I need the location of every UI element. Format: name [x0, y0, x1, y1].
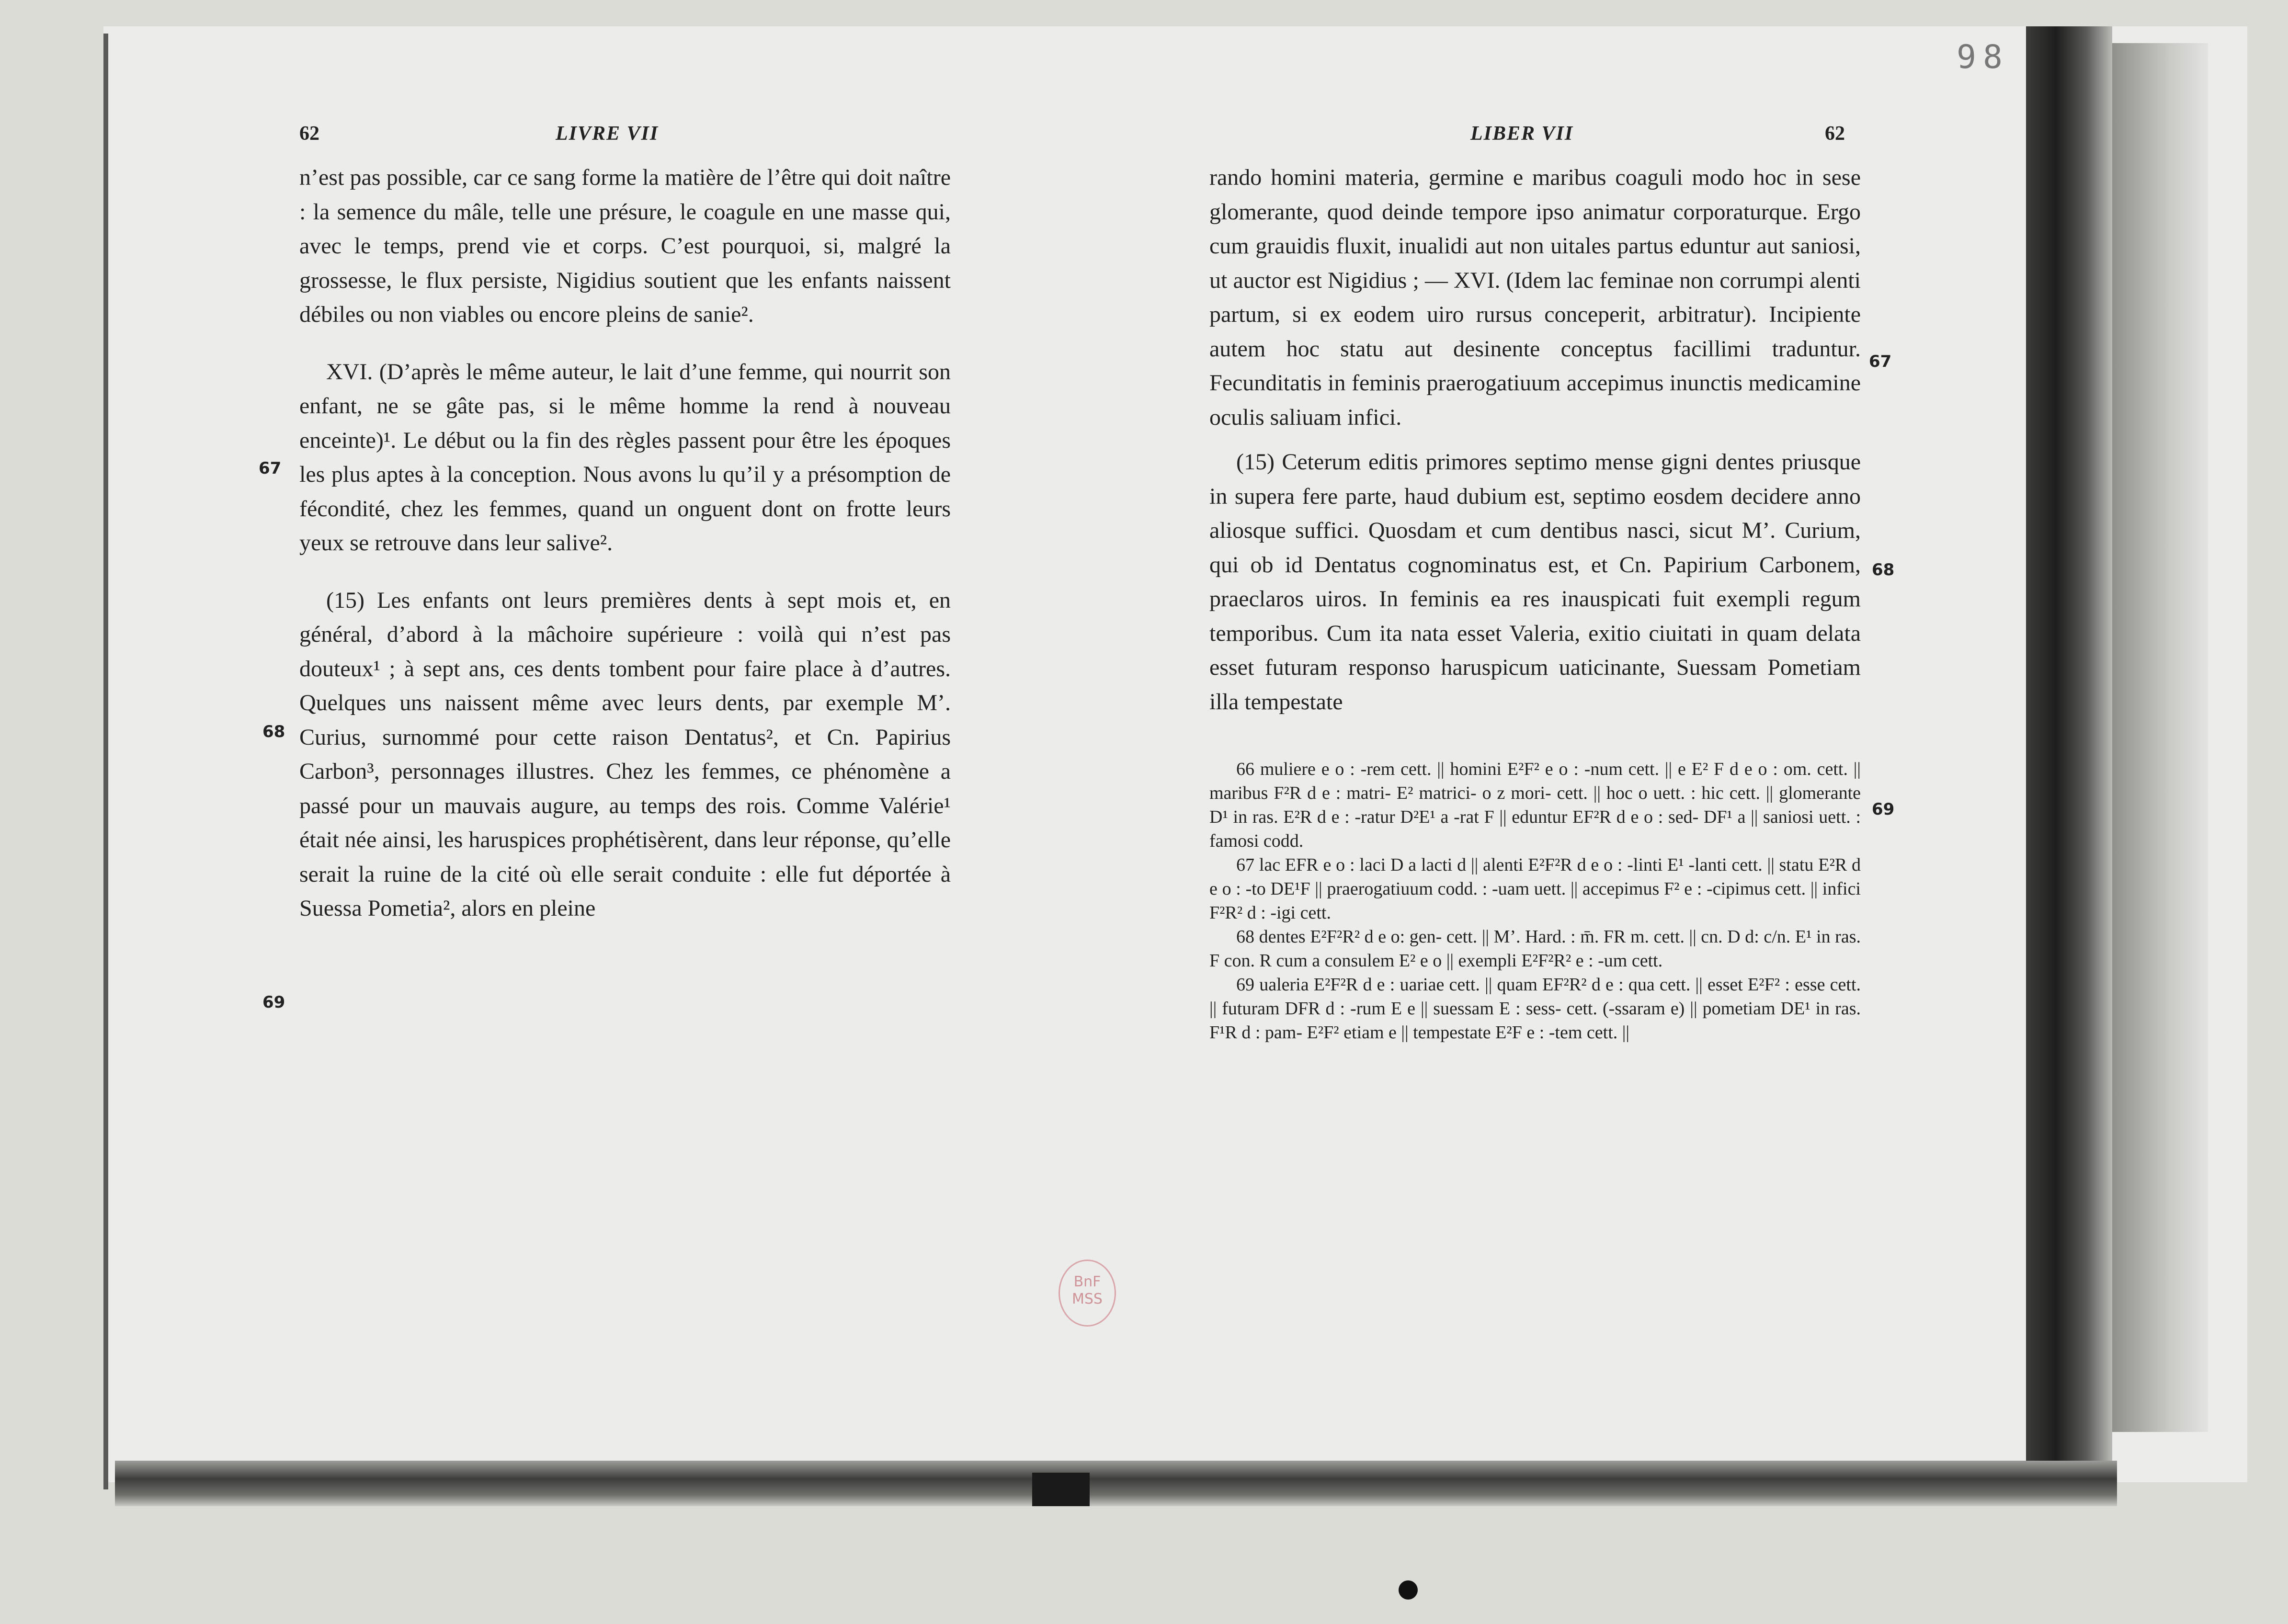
right-page	[1209, 122, 1861, 1045]
library-stamp	[1059, 1260, 1116, 1327]
scan-dot	[1399, 1580, 1418, 1600]
scan-edge-right-shadow	[2112, 43, 2208, 1432]
apparatus-note-66: 66 muliere e o : -rem cett. || homini E²F² e o : -num cett. || e E² F d e o : om. cett. || maribus F²R d e : matri- E² matrici- o z mori- cett. || hoc o uett. : hic cett. || glomerante D¹ in ras. E²R d e : -ratur D²E¹ a -rat F || eduntur EF²R d e o : sed- DF¹ a || saniosi uett. : famosi codd.	[1209, 759, 1861, 851]
left-paragraph-1: n’est pas possible, car ce sang forme la matière de l’être qui doit naître : la semence du mâle, telle une présure, le coagule en une masse qui, avec le temps, prend vie et corps. C’est pourquoi, si, malgré la grossesse, le flux persiste, Nigidius soutient que les enfants naissent débiles ou non viables ou encore pleins de sanie².	[299, 165, 951, 327]
stamp-line-2: MSS	[1072, 1291, 1103, 1307]
stamp-line-1: BnF	[1073, 1273, 1101, 1290]
right-paragraph-2: (15) Ceterum editis primores septimo mense gigni dentes priusque in supera fere parte, haud dubium est, septimo eosdem decidere anno aliosque suffici. Quosdam et cum dentibus nasci, sicut M’. Curium, qui ob id Dentatus cognominatus est, et Cn. Papirium Carbonem, praeclaros uiros. In feminis ea res inauspicati fuit exempli regum temporibus. Cum ita nata esset Valeria, exitio ciuitati in quam delata esset futuram responso haruspicum uaticinante, Suessam Pometiam illa tempestate	[1209, 449, 1861, 715]
left-running-head	[299, 122, 951, 160]
left-paragraph-3: (15) Les enfants ont leurs premières dents à sept mois et, en général, d’abord à la mâchoire supérieure : voilà qui n’est pas douteux¹ ; à sept ans, ces dents tombent pour faire place à d’autres. Quelques uns naissent même avec leurs dents, par exemple M’. Curius, surnommé pour cette raison Dentatus², et Cn. Papirius Carbon³, personnages illustres. Chez les femmes, ce phénomène a passé pour un mauvais augure, au temps des rois. Comme Valérie¹ était née ainsi, les haruspices prophétisèrent, dans leur réponse, qu’elle serait la ruine de la cité où elle serait conduite : elle fut déportée à Suessa Pometia², alors en pleine	[299, 587, 951, 921]
critical-apparatus	[1209, 757, 1861, 1045]
right-page-number: 62	[1825, 123, 1845, 145]
left-margin-number-68: 68	[262, 722, 285, 741]
right-margin-number-68: 68	[1872, 560, 1895, 579]
left-paragraph-2: XVI. (D’après le même auteur, le lait d’une femme, qui nourrit son enfant, ne se gâte pas, si le même homme la rend à nouveau enceinte)¹. Le début ou la fin des règles passent pour être les époques les plus aptes à la conception. Nous avons lu qu’il y a présomption de fécondité, chez les femmes, quand un onguent dont on frotte leurs yeux se retrouve dans leur salive².	[299, 359, 951, 556]
apparatus-note-69: 69 ualeria E²F²R d e : uariae cett. || quam EF²R² d e : qua cett. || esset E²F² : esse cett. || futuram DFR d : -rum E e || suessam E : sess- cett. (-ssaram e) || pometiam DE¹ in ras. F¹R d : pam- E²F² etiam e || tempestate E²F e : -tem cett. ||	[1209, 975, 1861, 1043]
right-margin-number-69: 69	[1872, 800, 1895, 819]
scan-edge-bottom	[115, 1461, 2117, 1506]
sheet-number: 98	[1957, 38, 2009, 76]
right-running-head	[1209, 122, 1861, 160]
left-margin-number-69: 69	[262, 993, 285, 1012]
scan-edge-left	[103, 34, 108, 1489]
right-margin-number-67: 67	[1869, 352, 1892, 371]
left-body	[299, 160, 951, 926]
apparatus-note-67: 67 lac EFR e o : laci D a lacti d || alenti E²F²R d e o : -linti E¹ -lanti cett. || statu E²R d e o : -to DE¹F || praerogatiuum codd. : -uam uett. || accepimus F² e : -cipimus cett. || infici F²R² d : -igi cett.	[1209, 855, 1861, 923]
apparatus-note-68: 68 dentes E²F²R² d e o: gen- cett. || M’. Hard. : m̄. FR m. cett. || cn. D d: c/n. E¹ in ras. F con. R cum a consulem E² e o || exempli E²F²R² e : -um cett.	[1209, 927, 1861, 971]
gutter-shadow	[1032, 1473, 1090, 1506]
right-paragraph-1: rando homini materia, germine e maribus coaguli modo hoc in sese glomerante, quod deinde tempore ipso animatur corporaturque. Ergo cum grauidis fluxit, inualidi aut non uitales partus eduntur aut saniosi, ut auctor est Nigidius ; — XVI. (Idem lac feminae non corrumpi alenti partum, si ex eodem uiro rursus conceperit, arbitratur). Incipiente autem hoc statu aut desinente conceptus facillimi traduntur. Fecunditatis in feminis praerogatiuum accepimus inunctis medicamine oculis saliuam infici.	[1209, 165, 1861, 430]
left-running-title: LIVRE VII	[556, 123, 659, 145]
left-page-number: 62	[299, 123, 319, 145]
right-body	[1209, 160, 1861, 719]
left-page	[299, 122, 951, 936]
left-margin-number-67: 67	[259, 459, 282, 478]
right-running-title: LIBER VII	[1470, 123, 1574, 145]
scan-edge-right	[2026, 26, 2112, 1463]
